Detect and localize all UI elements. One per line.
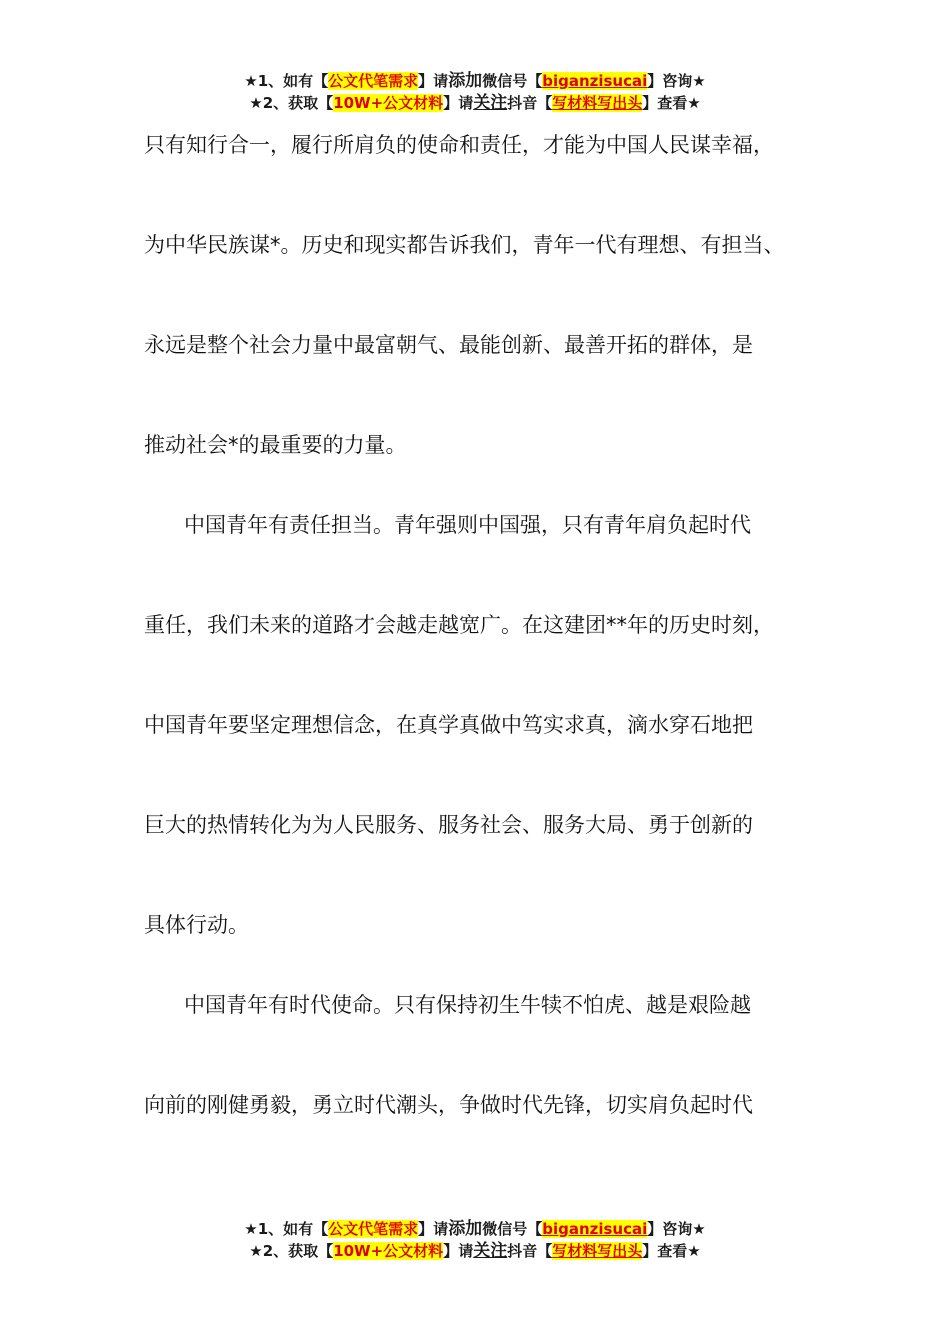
paragraph-start-line: 中国青年有责任担当。青年强则中国强，只有青年肩负起时代 xyxy=(184,513,751,537)
text-line: 向前的刚健勇毅，勇立时代潮头，争做时代先锋，切实肩负起时代 xyxy=(144,1093,753,1117)
banner-text: ★1、如有【 xyxy=(244,72,329,90)
banner-text: 微信号【 xyxy=(482,72,543,90)
banner-line-1 xyxy=(0,70,950,92)
banner-text: ★2、获取【 xyxy=(249,1242,334,1260)
banner-text: 】查看★ xyxy=(642,1242,701,1260)
highlight-service: 公文代笔需求 xyxy=(328,72,419,90)
banner-text: 】咨询★ xyxy=(647,72,706,90)
highlight-materials: 10W+公文材料 xyxy=(333,94,444,112)
banner-text: 】咨询★ xyxy=(647,1220,706,1238)
banner-text: 抖音【 xyxy=(507,1242,553,1260)
banner-text: 】请 xyxy=(418,1220,449,1238)
highlight-wechat-id: biganzisucai xyxy=(542,72,648,90)
text-line: 推动社会*的最重要的力量。 xyxy=(144,433,407,457)
banner-line-2 xyxy=(0,1240,950,1262)
highlight-douyin-account: 写材料写出头 xyxy=(552,1242,643,1260)
banner-text: 】请 xyxy=(418,72,449,90)
text-line: 巨大的热情转化为为人民服务、服务社会、服务大局、勇于创新的 xyxy=(144,813,753,837)
banner-line-1 xyxy=(0,1218,950,1240)
text-line: 只有知行合一，履行所肩负的使命和责任，才能为中国人民谋幸福， xyxy=(144,133,774,157)
paragraph-start-line: 中国青年有时代使命。只有保持初生牛犊不怕虎、越是艰险越 xyxy=(184,993,751,1017)
highlight-materials: 10W+公文材料 xyxy=(333,1242,444,1260)
banner-text: ★2、获取【 xyxy=(249,94,334,112)
highlight-wechat-id: biganzisucai xyxy=(542,1220,648,1238)
banner-text: ★1、如有【 xyxy=(244,1220,329,1238)
highlight-service: 公文代笔需求 xyxy=(328,1220,419,1238)
highlight-douyin-account: 写材料写出头 xyxy=(552,94,643,112)
banner-text: 关注 xyxy=(473,1241,508,1261)
banner-text: 微信号【 xyxy=(482,1220,543,1238)
banner-text: 抖音【 xyxy=(507,94,553,112)
banner-text: 添加 xyxy=(448,71,483,91)
footer-banner xyxy=(0,1218,950,1262)
banner-text: 】请 xyxy=(443,94,474,112)
banner-text: 】请 xyxy=(443,1242,474,1260)
banner-text: 关注 xyxy=(473,93,508,113)
header-banner xyxy=(0,70,950,114)
banner-text: 】查看★ xyxy=(642,94,701,112)
text-line: 具体行动。 xyxy=(144,913,249,937)
banner-text: 添加 xyxy=(448,1219,483,1239)
text-line: 永远是整个社会力量中最富朝气、最能创新、最善开拓的群体，是 xyxy=(144,333,753,357)
text-line: 重任，我们未来的道路才会越走越宽广。在这建团**年的历史时刻， xyxy=(144,613,774,637)
banner-line-2 xyxy=(0,92,950,114)
text-line: 为中华民族谋*。历史和现实都告诉我们，青年一代有理想、有担当、 xyxy=(144,233,785,257)
text-line: 中国青年要坚定理想信念，在真学真做中笃实求真，滴水穿石地把 xyxy=(144,713,753,737)
